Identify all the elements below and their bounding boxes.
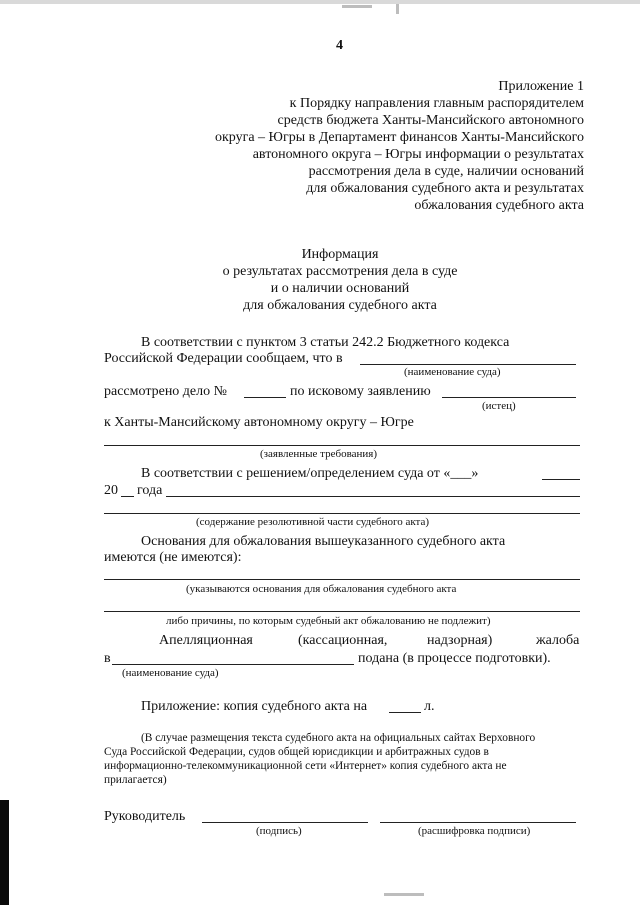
court-name-field[interactable] (360, 364, 576, 365)
decision-content-field[interactable] (166, 496, 580, 497)
scan-border-bar (0, 800, 9, 905)
attachment-text: Приложение: копия судебного акта на (141, 699, 368, 714)
appendix-line: для обжалования судебного акта и результатах (306, 181, 584, 196)
attachment-suffix: л. (424, 699, 435, 714)
caption-operative-part: (содержание резолютивной части судебного акта) (196, 516, 430, 528)
claim-label: по исковому заявлению (290, 384, 431, 399)
title-line: и о наличии оснований (270, 281, 410, 296)
scan-speck (396, 4, 399, 14)
reasons-field[interactable] (104, 611, 580, 612)
decision-year-prefix: 20 (104, 483, 118, 498)
caption-court-name: (наименование суда) (404, 366, 501, 378)
note-line: (В случае размещения текста судебного акта на официальных сайтах Верховного (141, 732, 536, 744)
caption-claims: (заявленные требования) (260, 448, 378, 460)
appeal-word: Апелляционная (159, 633, 253, 648)
appendix-header (215, 78, 584, 214)
note-line: информационно-телекоммуникационной сети «Интернет» копия судебного акта не (104, 760, 507, 772)
paragraph-intro: В соответствии с пунктом 3 статьи 242.2 Бюджетного кодекса (141, 335, 510, 350)
case-number-label: рассмотрено дело № (104, 384, 227, 399)
caption-signature: (подпись) (256, 825, 302, 837)
document-title (140, 246, 540, 314)
decision-year-suffix: года (137, 483, 163, 498)
note-line: Суда Российской Федерации, судов общей юрисдикции и арбитражных судов в (104, 746, 489, 758)
grounds-field[interactable] (104, 579, 580, 580)
caption-grounds: (указываются основания для обжалования судебного акта (186, 583, 457, 595)
decision-year-field[interactable] (121, 496, 134, 497)
scan-speck (384, 893, 424, 896)
scan-edge (0, 0, 640, 4)
attachment-pages-field[interactable] (389, 712, 421, 713)
decision-text: В соответствии с решением/определением суда от «___» (141, 466, 479, 481)
appeal-prefix: в (104, 651, 111, 666)
appendix-line: средств бюджета Ханты-Мансийского автономного (277, 113, 584, 128)
appendix-line: к Порядку направления главным распорядителем (289, 96, 584, 111)
note-line: прилагается) (104, 774, 167, 786)
title-line: о результатах рассмотрения дела в суде (222, 264, 458, 279)
case-number-field[interactable] (244, 397, 286, 398)
caption-court-name-2: (наименование суда) (122, 667, 219, 679)
head-label: Руководитель (104, 809, 186, 824)
page-number: 4 (336, 38, 343, 53)
caption-plaintiff: (истец) (482, 400, 516, 412)
plaintiff-field[interactable] (442, 397, 576, 398)
grounds-text-cont: имеются (не имеются): (104, 550, 242, 565)
appeal-status: подана (в процессе подготовки). (358, 651, 551, 666)
appeal-word: надзорная) (427, 633, 493, 648)
appeal-word: (кассационная, (298, 633, 388, 648)
title-line: для обжалования судебного акта (243, 298, 437, 313)
appeal-court-field[interactable] (112, 664, 354, 665)
signature-decoding-field[interactable] (380, 822, 576, 823)
caption-reasons: либо причины, по которым судебный акт обжалованию не подлежит) (166, 615, 491, 627)
appendix-line: обжалования судебного акта (414, 198, 584, 213)
appendix-line: округа – Югры в Департамент финансов Ханты-Мансийского (214, 130, 584, 145)
scan-speck (342, 5, 372, 8)
appendix-line: автономного округа – Югры информации о результатах (252, 147, 584, 162)
appeal-word: жалоба (536, 633, 580, 648)
paragraph-intro-cont: Российской Федерации сообщаем, что в (104, 351, 343, 366)
grounds-text: Основания для обжалования вышеуказанного судебного акта (141, 534, 506, 549)
decision-month-field[interactable] (542, 479, 580, 480)
decision-content-field-2[interactable] (104, 513, 580, 514)
appendix-line: Приложение 1 (498, 79, 584, 94)
caption-signature-decoding: (расшифровка подписи) (418, 825, 531, 837)
title-line: Информация (301, 247, 379, 262)
claims-field[interactable] (104, 445, 580, 446)
appendix-line: рассмотрения дела в суде, наличии оснований (308, 164, 584, 179)
signature-field[interactable] (202, 822, 368, 823)
defendant-text: к Ханты-Мансийскому автономному округу – Югре (104, 415, 414, 430)
